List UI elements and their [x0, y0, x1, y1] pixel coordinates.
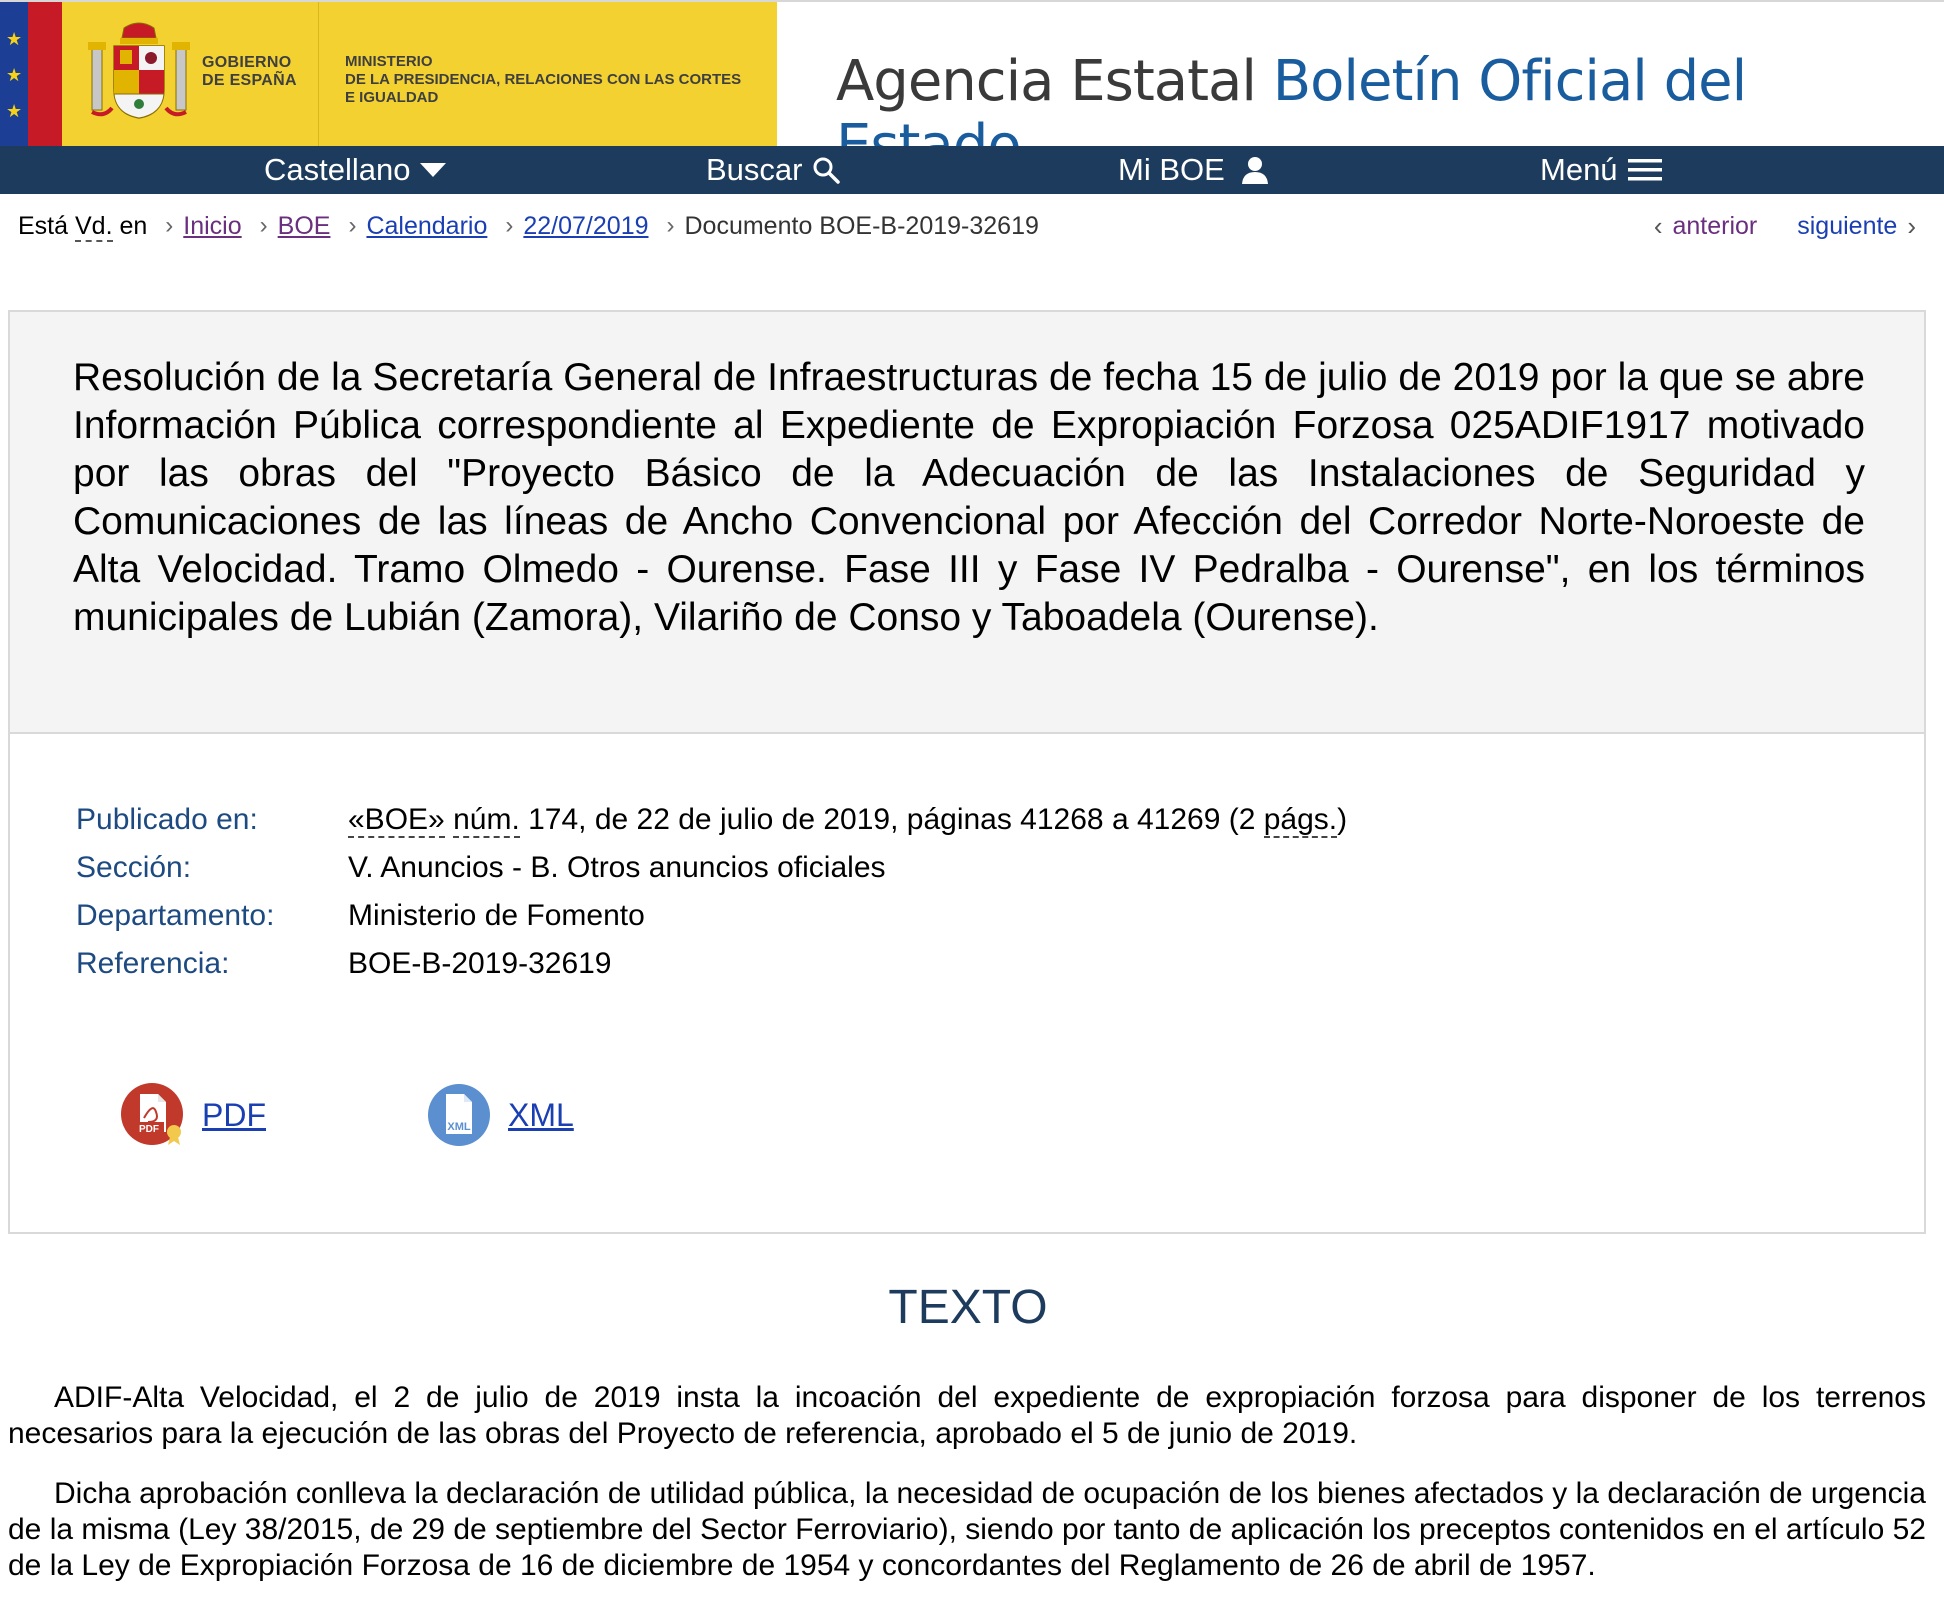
user-icon — [1235, 156, 1271, 184]
breadcrumb-link-calendario[interactable]: Calendario — [366, 212, 488, 240]
breadcrumb-prefix — [18, 206, 147, 246]
xml-link[interactable]: XML — [508, 1096, 574, 1133]
breadcrumb-prefix-end: en — [112, 212, 148, 240]
published-label: Publicado en: — [76, 803, 258, 836]
meta-row-published — [76, 796, 1347, 844]
breadcrumb-prefix-start: Está — [18, 212, 75, 240]
star-icon: ★ — [6, 101, 23, 121]
pdf-icon[interactable] — [120, 1082, 186, 1148]
pdf-link[interactable]: PDF — [202, 1096, 266, 1133]
texto-heading: TEXTO — [888, 1281, 1048, 1334]
meta-row-section — [76, 844, 1347, 892]
chevron-right-icon: › — [505, 212, 514, 239]
my-boe-label: Mi BOE — [1118, 152, 1225, 187]
xml-icon[interactable] — [426, 1082, 492, 1148]
chevron-right-icon: › — [348, 212, 357, 239]
chevron-right-icon: › — [666, 212, 675, 239]
document-title: Resolución de la Secretaría General de Infraestructuras de fecha 15 de julio de 2019 por la que se abre Información Pública correspondiente al Expediente de Expropiación Forzosa 025ADIF1917 motivado por las obras del "Proyecto Básico de la Adecuación de las Instalaciones de Seguridad y Comunicaciones de las líneas de Ancho Convencional por Afección del Corredor Norte-Noroeste de Alta Velocidad. Tramo Olmedo - Ourense. Fase III y Fase IV Pedralba - Ourense", en los términos municipales de Lubián (Zamora), Vilariño de Conso y Taboadela (Ourense). — [73, 356, 1865, 639]
boe-abbr: «BOE» — [348, 803, 445, 836]
ministry-label — [345, 53, 741, 107]
coat-of-arms-icon — [84, 18, 194, 128]
breadcrumb-link-inicio[interactable]: Inicio — [183, 212, 242, 240]
pdf-icon-text: PDF — [139, 1124, 159, 1135]
chevron-right-icon[interactable]: › — [1907, 211, 1916, 241]
text-paragraph: ADIF-Alta Velocidad, el 2 de julio de 2019 insta la incoación del expediente de expropiación forzosa para disponer de los terrenos necesarios para la ejecución de las obras del Proyecto de referencia, aprobado el 5 de junio de 2019. — [8, 1381, 1926, 1450]
my-boe-button[interactable] — [1118, 146, 1271, 194]
department-label: Departamento: — [76, 899, 275, 932]
government-label-line: GOBIERNO — [202, 54, 292, 71]
chevron-right-icon: › — [259, 212, 268, 239]
top-border — [0, 0, 1944, 2]
ministry-label-line: MINISTERIO — [345, 53, 433, 70]
chevron-left-icon[interactable]: ‹ — [1653, 211, 1663, 241]
star-icon: ★ — [6, 65, 23, 85]
government-label — [202, 54, 297, 90]
agency-prefix: Agencia Estatal — [836, 49, 1256, 114]
search-icon — [812, 156, 840, 184]
section-label: Sección: — [76, 851, 192, 884]
next-link[interactable]: siguiente — [1797, 212, 1898, 240]
hamburger-icon — [1628, 157, 1662, 183]
site-header — [0, 0, 1944, 146]
spain-flag-strip — [28, 0, 62, 146]
num-abbr: núm. — [453, 803, 520, 836]
chevron-right-icon: › — [165, 212, 174, 239]
star-icon: ★ — [6, 29, 23, 49]
xml-icon-text: XML — [447, 1121, 471, 1133]
ministry-label-line: DE LA PRESIDENCIA, RELACIONES CON LAS CORTES — [345, 71, 742, 88]
xml-download[interactable] — [426, 1082, 574, 1148]
pdf-download[interactable] — [120, 1082, 266, 1148]
breadcrumb-link-date[interactable]: 22/07/2019 — [523, 212, 649, 240]
reference-label: Referencia: — [76, 947, 230, 980]
reference-value: BOE-B-2019-32619 — [348, 947, 612, 980]
breadcrumb-link-boe[interactable]: BOE — [277, 212, 331, 240]
document-box — [8, 310, 1926, 1234]
menu-label: Menú — [1540, 152, 1618, 187]
text-paragraph: Dicha aprobación conlleva la declaración de utilidad pública, la necesidad de ocupación de los bienes afectados y la declaración de urgencia de la misma (Ley 38/2015, de 29 de septiembre del Sector Ferroviario), siendo por tanto de aplicación los preceptos contenidos en el artículo 52 de la Ley de Expropiación Forzosa de 16 de diciembre de 1954 y concordantes del Reglamento de 26 de abril de 1957. — [8, 1477, 1926, 1582]
breadcrumb-current: Documento BOE-B-2019-32619 — [684, 212, 1039, 240]
main-nav — [0, 146, 1944, 194]
language-label: Castellano — [264, 152, 411, 187]
meta-row-reference — [76, 940, 1347, 988]
download-links — [120, 1082, 734, 1148]
government-band[interactable] — [0, 0, 777, 146]
document-pager — [1654, 206, 1916, 246]
document-metadata — [76, 796, 1347, 988]
published-end: ) — [1337, 803, 1348, 836]
search-button[interactable] — [706, 146, 840, 194]
published-detail: 174, de 22 de julio de 2019, páginas 41268 a 41269 (2 — [519, 803, 1264, 836]
caret-down-icon — [420, 163, 446, 177]
government-label-line: DE ESPAÑA — [202, 72, 297, 89]
department-value: Ministerio de Fomento — [348, 899, 645, 932]
section-value: V. Anuncios - B. Otros anuncios oficiales — [348, 851, 886, 884]
eu-flag-strip — [0, 0, 28, 146]
header-divider — [318, 0, 319, 146]
meta-row-department — [76, 892, 1347, 940]
pags-abbr: págs. — [1263, 803, 1338, 836]
search-label: Buscar — [706, 152, 803, 187]
menu-button[interactable] — [1540, 146, 1662, 194]
published-value — [348, 796, 1347, 844]
agency-name: Boletín Oficial del — [1272, 49, 1747, 114]
document-title-area — [10, 312, 1924, 734]
breadcrumb-abbr: Vd. — [74, 212, 113, 240]
ministry-label-line: E IGUALDAD — [345, 89, 439, 106]
language-selector[interactable] — [264, 146, 446, 194]
previous-link[interactable]: anterior — [1672, 212, 1758, 240]
breadcrumb — [18, 206, 1039, 246]
